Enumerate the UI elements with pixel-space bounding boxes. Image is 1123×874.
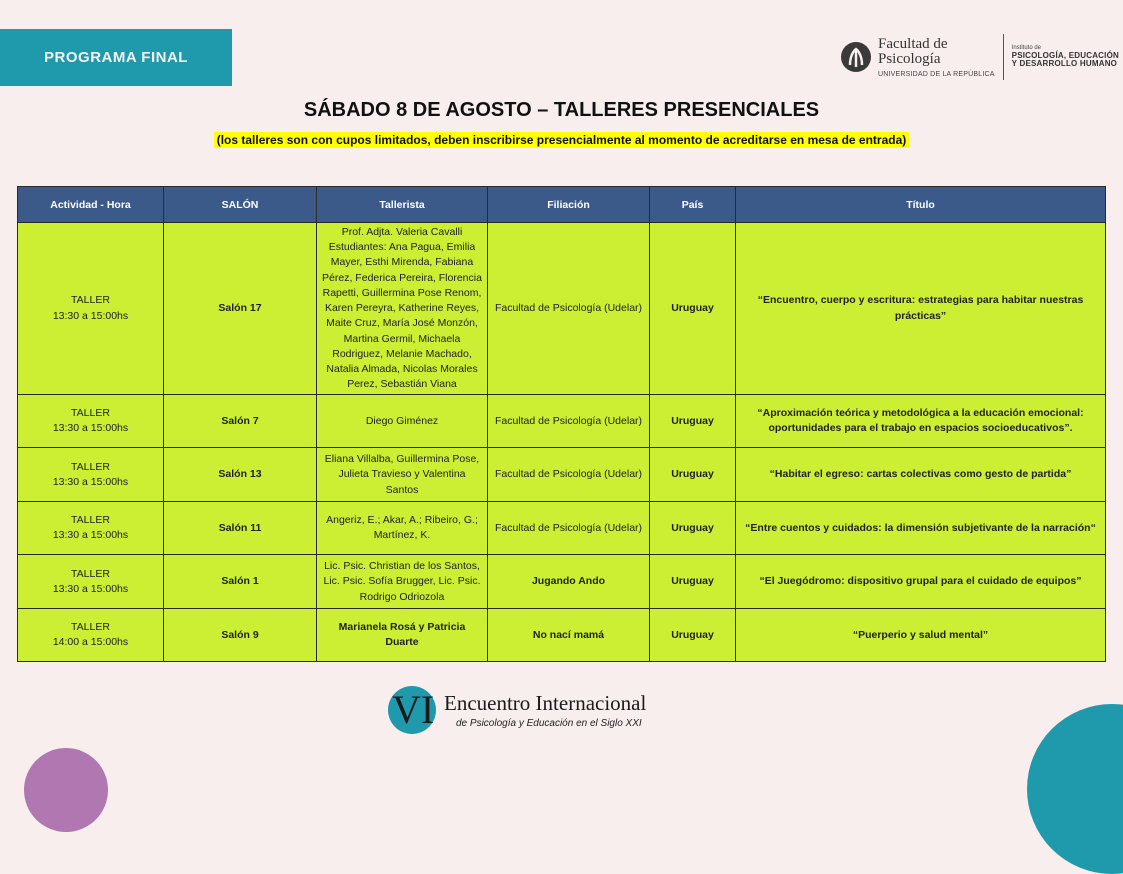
speaker-cell: Diego Giménez	[317, 395, 488, 448]
speaker-cell: Prof. Adjta. Valeria Cavalli Estudiantes: Ana Pagua, Emilia Mayer, Esthi Mirenda, Fabiana Pérez, Federica Pereira, Florencia Rapetti, Guillermina Pose Renom, Karen Pereyra, Katherine Reyes, Maite Cruz, María José Monzón, Martina Germil, Michaela Rodriguez, Melanie Machado, Natalia Almada, Nicolas Morales Perez, Sebastián Viana	[317, 223, 488, 395]
room-cell: Salón 7	[164, 395, 317, 448]
header-affiliation: Filiación	[488, 187, 650, 223]
activity-time: 13:30 a 15:00hs	[52, 529, 129, 542]
header-activity-time: Actividad - Hora	[18, 187, 164, 223]
activity-type: TALLER	[71, 621, 110, 634]
faculty-name	[878, 37, 995, 78]
room-cell: Salón 11	[164, 502, 317, 555]
speaker-cell: Marianela Rosá y Patricia Duarte	[317, 609, 488, 662]
workshop-schedule-table	[17, 186, 1106, 662]
affiliation-cell: No nací mamá	[488, 609, 650, 662]
title-cell: “Aproximación teórica y metodológica a la educación emocional: oportunidades para el trabajo en espacios socioeducativos”.	[736, 395, 1106, 448]
activity-cell	[18, 609, 164, 662]
header-room: SALÓN	[164, 187, 317, 223]
header-title: Título	[736, 187, 1106, 223]
room-cell: Salón 17	[164, 223, 317, 395]
country-cell: Uruguay	[650, 448, 736, 502]
country-cell: Uruguay	[650, 555, 736, 609]
table-row	[18, 609, 1106, 662]
activity-cell	[18, 555, 164, 609]
header-country: País	[650, 187, 736, 223]
event-text	[444, 691, 646, 729]
institute-name	[1012, 45, 1119, 69]
event-logo	[388, 686, 646, 734]
room-cell: Salón 9	[164, 609, 317, 662]
activity-type: TALLER	[71, 460, 110, 473]
table-header-row	[18, 187, 1106, 223]
header-speaker: Tallerista	[317, 187, 488, 223]
activity-cell	[18, 502, 164, 555]
institute-line2: Y DESARROLLO HUMANO	[1011, 59, 1118, 69]
country-cell: Uruguay	[650, 395, 736, 448]
activity-cell	[18, 448, 164, 502]
speaker-cell: Angeriz, E.; Akar, A.; Ribeiro, G.; Martínez, K.	[317, 502, 488, 555]
activity-time: 13:30 a 15:00hs	[52, 309, 129, 322]
activity-time: 14:00 a 15:00hs	[52, 636, 129, 649]
event-tagline: de Psicología y Educación en el Siglo XXI	[456, 718, 642, 729]
faculty-name-line2: Psicología	[878, 50, 941, 67]
speaker-cell: Lic. Psic. Christian de los Santos, Lic. Psic. Sofía Brugger, Lic. Psic. Rodrigo Odriozola	[317, 555, 488, 609]
table-row	[18, 502, 1106, 555]
event-numeral: VI	[392, 687, 435, 732]
affiliation-cell: Jugando Ando	[488, 555, 650, 609]
logo-divider	[1003, 34, 1004, 80]
table-row	[18, 223, 1106, 395]
university-name: UNIVERSIDAD DE LA REPÚBLICA	[878, 70, 995, 78]
affiliation-cell: Facultad de Psicología (Udelar)	[488, 395, 650, 448]
table-row	[18, 395, 1106, 448]
event-numeral-badge	[388, 686, 436, 734]
activity-time: 13:30 a 15:00hs	[52, 422, 129, 435]
faculty-logo	[840, 34, 1119, 80]
institute-line1: PSICOLOGÍA, EDUCACIÓN	[1011, 50, 1119, 60]
title-cell: “Habitar el egreso: cartas colectivas como gesto de partida”	[736, 448, 1106, 502]
psychology-logo-icon	[840, 41, 872, 73]
page-title: SÁBADO 8 DE AGOSTO – TALLERES PRESENCIALES	[303, 99, 820, 121]
affiliation-cell: Facultad de Psicología (Udelar)	[488, 223, 650, 395]
room-cell: Salón 13	[164, 448, 317, 502]
table-row	[18, 448, 1106, 502]
activity-type: TALLER	[71, 514, 110, 527]
faculty-name-line1: Facultad de	[878, 35, 948, 52]
activity-type: TALLER	[71, 294, 110, 307]
activity-cell	[18, 223, 164, 395]
registration-note: (los talleres son con cupos limitados, deben inscribirse presencialmente al momento de acreditarse en mesa de entrada)	[214, 132, 910, 148]
speaker-cell: Eliana Villalba, Guillermina Pose, Julieta Travieso y Valentina Santos	[317, 448, 488, 502]
activity-time: 13:30 a 15:00hs	[52, 475, 129, 488]
registration-note-wrapper	[0, 131, 1123, 149]
title-cell: “Encuentro, cuerpo y escritura: estrategias para habitar nuestras prácticas”	[736, 223, 1106, 395]
country-cell: Uruguay	[650, 223, 736, 395]
decorative-teal-circle	[1027, 704, 1123, 874]
decorative-purple-circle	[24, 748, 108, 832]
room-cell: Salón 1	[164, 555, 317, 609]
program-banner-label: PROGRAMA FINAL	[44, 49, 188, 66]
table-row	[18, 555, 1106, 609]
program-banner	[0, 29, 232, 86]
title-cell: “Entre cuentos y cuidados: la dimensión subjetivante de la narración“	[736, 502, 1106, 555]
title-cell: “El Juegódromo: dispositivo grupal para el cuidado de equipos”	[736, 555, 1106, 609]
title-cell: “Puerperio y salud mental”	[736, 609, 1106, 662]
affiliation-cell: Facultad de Psicología (Udelar)	[488, 448, 650, 502]
country-cell: Uruguay	[650, 502, 736, 555]
affiliation-cell: Facultad de Psicología (Udelar)	[488, 502, 650, 555]
event-name: Encuentro Internacional	[444, 691, 647, 715]
activity-type: TALLER	[71, 567, 110, 580]
institute-small-label: Instituto de	[1011, 44, 1042, 51]
country-cell: Uruguay	[650, 609, 736, 662]
activity-type: TALLER	[71, 407, 110, 420]
activity-time: 13:30 a 15:00hs	[52, 582, 129, 595]
activity-cell	[18, 395, 164, 448]
